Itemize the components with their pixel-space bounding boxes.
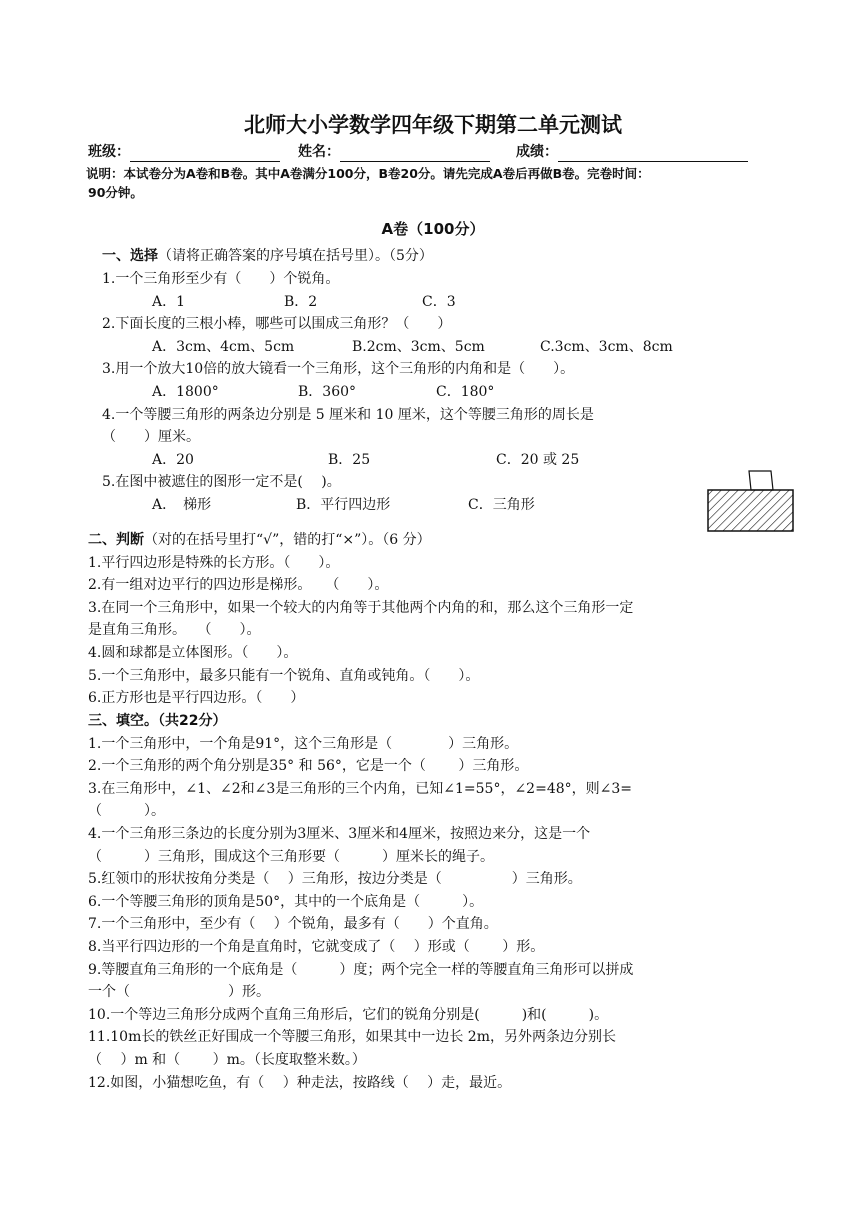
judge-item: 6.正方形也是平行四边形。（ ） — [88, 690, 305, 707]
part2-heading-rest: （对的在括号里打“√”，错的打“×”）。（6 分） — [144, 531, 431, 548]
part2-heading — [88, 529, 778, 552]
question-1-3: 3.用一个放大10倍的放大镜看一个三角形，这个三角形的内角和是（ ）。 — [102, 361, 575, 378]
option-a[interactable]: A．1800° — [152, 383, 219, 400]
score-label: 成绩： — [516, 144, 558, 160]
question-1-5: 5.在图中被遮住的图形一定不是( )。 — [102, 474, 341, 491]
judge-item: 4.圆和球都是立体图形。（ ）。 — [88, 644, 298, 661]
question-1-5-options — [88, 494, 778, 517]
judge-item: 2.有一组对边平行的四边形是梯形。 （ ）。 — [88, 577, 389, 594]
student-info-row — [88, 142, 778, 162]
option-b[interactable]: B.2cm、3cm、5cm — [352, 338, 485, 355]
fill-item: 7.一个三角形中，至少有（ ）个锐角，最多有（ ）个直角。 — [88, 916, 498, 933]
judge-item: 5.一个三角形中，最多只能有一个锐角、直角或钝角。（ ）。 — [88, 667, 480, 684]
question-1-4-cont: （ ）厘米。 — [102, 429, 200, 446]
option-b[interactable]: B．2 — [284, 293, 318, 310]
class-label: 班级： — [88, 144, 130, 160]
question-1-3-options — [88, 381, 778, 404]
option-a[interactable]: A．1 — [152, 293, 186, 310]
covered-shape-figure — [707, 470, 797, 538]
part3-heading-bold: 三、填空。（共22分） — [88, 712, 227, 729]
fill-item: 一个（ ）形。 — [88, 984, 270, 1001]
option-a[interactable]: A． 梯形 — [152, 496, 212, 513]
option-c[interactable]: C．20 或 25 — [496, 451, 580, 468]
part1-heading-bold: 一、选择 — [102, 248, 158, 264]
name-blank[interactable] — [340, 145, 490, 162]
fill-item: 6.一个等腰三角形的顶角是50°，其中的一个底角是（ ）。 — [88, 893, 484, 910]
fill-item: （ ）三角形，围成这个三角形要（ ）厘米长的绳子。 — [88, 848, 494, 865]
judge-item: 是直角三角形。 （ ）。 — [88, 622, 261, 639]
option-a[interactable]: A．20 — [152, 451, 194, 468]
name-label: 姓名： — [298, 144, 340, 160]
option-c[interactable]: C．3 — [422, 293, 456, 310]
instructions — [88, 164, 778, 202]
score-blank[interactable] — [558, 145, 748, 162]
option-c[interactable]: C．180° — [436, 383, 495, 400]
part1-heading-rest: （请将正确答案的序号填在括号里）。（5分） — [158, 248, 433, 264]
option-c[interactable]: C.3cm、3cm、8cm — [540, 338, 673, 355]
hatched-box-icon — [707, 470, 797, 534]
option-b[interactable]: B．平行四边形 — [296, 496, 391, 513]
option-b[interactable]: B．25 — [328, 451, 371, 468]
option-b[interactable]: B．360° — [298, 383, 357, 400]
fill-item: 9.等腰直角三角形的一个底角是（ ）度；两个完全一样的等腰直角三角形可以拼成 — [88, 961, 634, 978]
class-blank[interactable] — [130, 145, 280, 162]
fill-item: 4.一个三角形三条边的长度分别为3厘米、3厘米和4厘米，按照边来分，这是一个 — [88, 826, 591, 843]
question-1-4: 4.一个等腰三角形的两条边分别是 5 厘米和 10 厘米，这个等腰三角形的周长是 — [102, 406, 594, 423]
fill-item: （ ）m 和（ ）m。（长度取整米数。） — [88, 1052, 366, 1068]
part2-heading-bold: 二、判断 — [88, 531, 144, 548]
fill-item: 11.10m长的铁丝正好围成一个等腰三角形，如果其中一边长 2m，另外两条边分别长 — [88, 1029, 616, 1046]
option-a[interactable]: A．3cm、4cm、5cm — [152, 338, 295, 355]
fill-item: 8.当平行四边形的一个角是直角时，它就变成了（ ）形或（ ）形。 — [88, 939, 545, 956]
fill-item: （ ）。 — [88, 803, 165, 820]
fill-item: 3.在三角形中，∠1、∠2和∠3是三角形的三个内角，已知∠1=55°，∠2=48°，则∠3= — [88, 780, 633, 797]
instructions-line-1: 说明：本试卷分为A卷和B卷。其中A卷满分100分，B卷20分。请先完成A卷后再做B卷。完卷时间： — [86, 166, 650, 181]
section-a-title: A卷（100分） — [381, 220, 485, 238]
fill-item: 12.如图，小猫想吃鱼，有（ ）种走法，按路线（ ）走，最近。 — [88, 1074, 512, 1091]
worksheet-page — [88, 108, 778, 1094]
fill-item: 1.一个三角形中，一个角是91°，这个三角形是（ ）三角形。 — [88, 735, 519, 752]
fill-item: 5.红领巾的形状按角分类是（ ）三角形，按边分类是（ ）三角形。 — [88, 871, 582, 888]
judge-item: 3.在同一个三角形中，如果一个较大的内角等于其他两个内角的和，那么这个三角形一定 — [88, 599, 634, 616]
question-1-2-options — [88, 336, 778, 359]
option-c[interactable]: C．三角形 — [468, 496, 535, 513]
instructions-line-2: 90分钟。 — [88, 185, 143, 200]
question-1-4-options — [88, 449, 778, 472]
question-1-1: 1.一个三角形至少有（ ）个锐角。 — [102, 271, 340, 287]
fill-item: 10.一个等边三角形分成两个直角三角形后，它们的锐角分别是( )和( )。 — [88, 1006, 609, 1023]
part1-heading — [88, 245, 778, 268]
fill-item: 2.一个三角形的两个角分别是35° 和 56°，它是一个（ ）三角形。 — [88, 758, 529, 775]
question-1-2: 2.下面长度的三根小棒，哪些可以围成三角形？（ ） — [102, 316, 452, 333]
page-title: 北师大小学数学四年级下期第二单元测试 — [244, 113, 622, 137]
question-1-1-options — [88, 291, 778, 314]
judge-item: 1.平行四边形是特殊的长方形。（ ）。 — [88, 554, 340, 571]
part3-heading — [88, 710, 778, 733]
